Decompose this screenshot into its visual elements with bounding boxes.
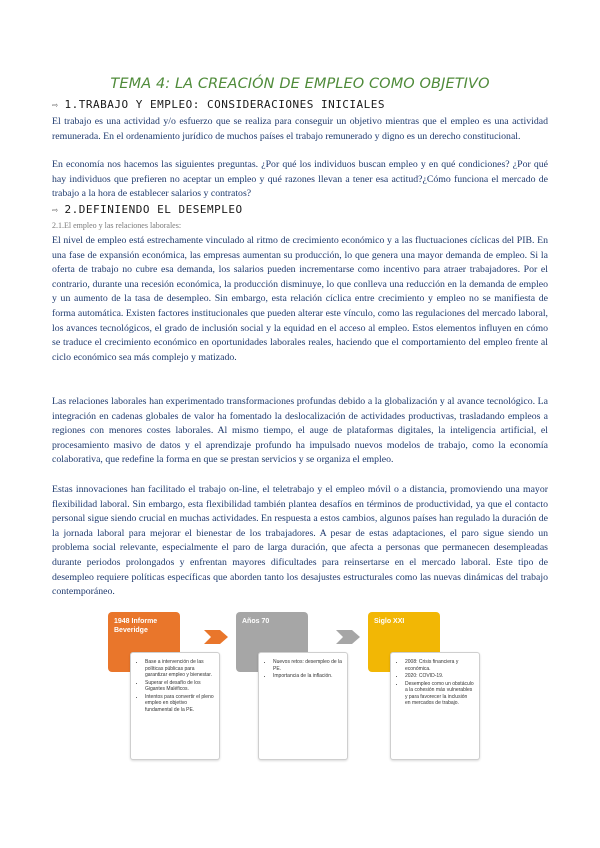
stage-2-box <box>258 652 348 760</box>
arrow-icon: ⇨ <box>52 100 59 111</box>
stage-1-item: • Intentos para convertir el pleno empleo en objetivo fundamental de la PE. <box>145 694 214 714</box>
stage-1-item: • Superar el desafío de los Gigantes Maléficos. <box>145 680 214 693</box>
arrow-icon: ⇨ <box>52 205 59 216</box>
stage-2-item: • Nuevos retos: desempleo de la PE. <box>273 659 342 672</box>
timeline-stage-2 <box>236 612 350 764</box>
chevron-arrow-icon <box>336 628 362 646</box>
paragraph-2: En economía nos hacemos las siguientes preguntas. ¿Por qué los individuos buscan empleo y en qué condiciones? ¿Por qué hay individuos que prefieren no aceptar un empleo y qué razones llevan a tener esa actitud?¿Cómo funciona el mercado de trabajo a la hora de establecer salarios y contratos? <box>52 159 548 200</box>
paragraph-4: Las relaciones laborales han experimentado transformaciones profundas debido a la globalización y al avance tecnológico. La integración en cadenas globales de valor ha fomentado la deslocalización de actividades productivas, trasladando empleos a regiones con menores costes laborales. Al mismo tiempo, el auge de plataformas digitales, la inteligencia artificial, el procesamiento masivo de datos y el aprendizaje profundo ha impulsado nuevos modelos de trabajo, como la economía colaborativa, que redefine la forma en que se prestan servicios y se organiza el empleo. <box>52 396 548 466</box>
paragraph-5: Estas innovaciones han facilitado el trabajo on-line, el teletrabajo y el empleo móvil o a distancia, promoviendo una mayor flexibilidad laboral. Sin embargo, esta flexibilidad también plantea desafíos en términos de productividad, ya que el contacto personal sigue siendo crucial en muchas actividades. En respuesta a estos cambios, algunos países han regulado la duración de la jornada laboral para mejorar el bienestar de los trabajadores. A pesar de estas adaptaciones, el paro sigue siendo un problema social relevante, especialmente el paro de larga duración, que afecta a personas que permanecen desempleadas durante periodos prolongados y enfrentan mayores dificultades para reinsertarse en el mercado laboral. Este tipo de desempleo requiere políticas específicas que aborden tanto los desajustes estructurales como las nuevas dinámicas del trabajo contemporáneo. <box>52 484 548 598</box>
stage-3-item: • Desempleo como un obstáculo a la cohesión más vulnerables y para favorecer la inclusión en mercados de trabajo. <box>405 681 474 707</box>
timeline-stage-3 <box>368 612 482 764</box>
stage-1-item: • Base a intervención de las políticas públicas para garantizar empleo y bienestar. <box>145 659 214 679</box>
stage-3-box <box>390 652 480 760</box>
section-heading-1-label: 1.TRABAJO Y EMPLEO: CONSIDERACIONES INICIALES <box>64 98 386 111</box>
paragraph-3: El nivel de empleo está estrechamente vinculado al ritmo de crecimiento económico y a las fluctuaciones cíclicas del PIB. En una fase de expansión económica, las empresas aumentan su producción, lo que genera una mayor demanda de empleo. Si la oferta de trabajo no cubre esa demanda, los salarios pueden incrementarse como incentivo para atraer trabajadores. Por el contrario, durante una recesión económica, la producción disminuye, lo que conlleva una reducción en la demanda de empleo y un aumento de la tasa de desempleo. Sin embargo, esta relación cíclica entre crecimiento y empleo no se manifiesta de forma automática. Existen factores institucionales que pueden alterar este vínculo, como las regulaciones del mercado laboral, los avances tecnológicos, el grado de inclusión social y la equidad en el acceso al empleo. Estos elementos influyen en cómo se traduce el crecimiento económico en oportunidades laborales reales, haciendo que el comportamiento del empleo frente al ciclo económico sea más complejo y matizado. <box>52 235 548 363</box>
stage-2-title: Años 70 <box>242 618 270 625</box>
chevron-arrow-icon <box>204 628 230 646</box>
stage-3-item: • 2008: Crisis financiera y económica. <box>405 659 474 672</box>
stage-1-title: 1948 Informe Beveridge <box>114 618 158 634</box>
stage-1-box <box>130 652 220 760</box>
timeline-diagram <box>108 612 512 764</box>
paragraph-1: El trabajo es una actividad y/o esfuerzo que se realiza para conseguir un objetivo mientras que el empleo es una actividad remunerada. En el ordenamiento jurídico de muchos países el trabajo remunerado y digno es un derecho constitucional. <box>52 116 548 142</box>
stage-3-title: Siglo XXI <box>374 618 405 625</box>
document-title: TEMA 4: LA CREACIÓN DE EMPLEO COMO OBJETIVO <box>110 76 490 92</box>
stage-3-item: • 2020: COVID-19. <box>405 673 474 680</box>
section-heading-2-label: 2.DEFINIENDO EL DESEMPLEO <box>64 203 243 216</box>
subsection-heading: 2.1.El empleo y las relaciones laborales: <box>52 221 182 230</box>
section-heading-2 <box>52 203 552 216</box>
section-heading-1 <box>52 98 552 111</box>
stage-2-item: • Importancia de la inflación. <box>273 673 342 680</box>
